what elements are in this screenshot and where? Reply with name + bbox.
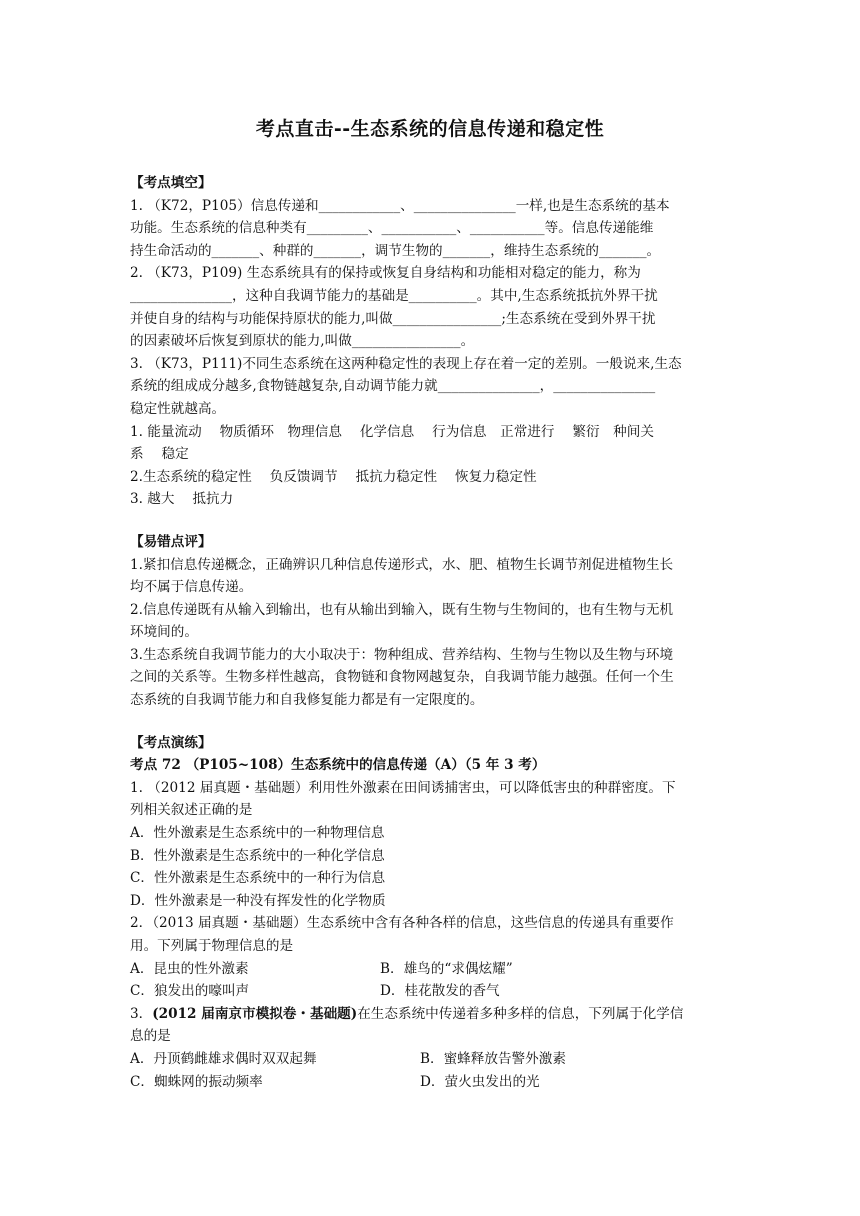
practice-q1-option-d: D．性外激素是一种没有挥发性的化学物质 (130, 892, 386, 909)
fill-q2-line4: 的因素破坏后恢复到原状的能力,叫做________________。 (130, 333, 475, 350)
practice-q2-option-b: B．雄鸟的“求偶炫耀” (380, 960, 513, 977)
practice-q2-line2: 用。下列属于物理信息的是 (130, 938, 294, 954)
error-1-line2: 均不属于信息传递。 (130, 579, 253, 596)
answer-1-line1: 1. 能量流动 物质循环 物理信息 化学信息 行为信息 正常进行 繁衍 种间关 (130, 423, 654, 440)
fill-q2-line1: 2. （K73，P109) 生态系统具有的保持或恢复自身结构和功能相对稳定的能力，称为 (130, 265, 641, 282)
fill-q1-line2: 功能。生态系统的信息种类有_________、___________、___________等。信息传递能维 (130, 220, 654, 237)
practice-q3-option-c: C．蜘蛛网的振动频率 (130, 1073, 263, 1090)
page-title: 考点直击--生态系统的信息传递和稳定性 (255, 118, 605, 140)
section-header-practice: 【考点演练】 (130, 734, 212, 751)
practice-q3-source: (2012 届南京市模拟卷・基础题) (152, 1005, 358, 1022)
fill-q1-line1: 1. （K72，P105）信息传递和____________、_______________一样,也是生态系统的基本 (130, 197, 670, 214)
practice-q1-option-c: C．性外激素是生态系统中的一种行为信息 (130, 870, 386, 887)
practice-q2-option-c: C．狼发出的嚎叫声 (130, 983, 250, 1000)
practice-q2-option-d: D．桂花散发的香气 (380, 983, 500, 1000)
fill-q2-line2: _______________，这种自我调节能力的基础是__________。其中,生态系统抵抗外界干扰 (130, 287, 658, 304)
practice-q3-options-row2 (130, 1071, 730, 1094)
fill-q3-line2: 系统的组成成分越多,食物链越复杂,自动调节能力就_______________，_______________ (130, 378, 656, 395)
error-3-line1: 3.生态系统自我调节能力的大小取决于：物种组成、营养结构、生物与生物以及生物与环境 (130, 646, 674, 663)
practice-q1-option-b: B．性外激素是生态系统中的一种化学信息 (130, 847, 385, 864)
practice-q3-option-d: D．萤火虫发出的光 (420, 1073, 540, 1090)
practice-q3-stem: 在生态系统中传递着多种多样的信息，下列属于化学信 (357, 1005, 684, 1022)
fill-q3-line3: 稳定性就越高。 (130, 400, 226, 417)
practice-q1-option-a: A．性外激素是生态系统中的一种物理信息 (130, 825, 385, 842)
answer-1-line2: 系 稳定 (130, 446, 189, 463)
practice-q3-number: 3． (130, 1005, 153, 1022)
error-3-line3: 态系统的自我调节能力和自我修复能力都是有一定限度的。 (130, 692, 484, 709)
document-body (130, 172, 730, 1093)
practice-q3-options-row1 (130, 1048, 730, 1071)
error-3-line2: 之间的关系等。生物多样性越高，食物链和食物网越复杂，自我调节能力越强。任何一个生 (130, 669, 674, 686)
error-2-line1: 2.信息传递既有从输入到输出，也有从输出到输入，既有生物与生物间的，也有生物与无机 (130, 601, 674, 618)
section-header-errors: 【易错点评】 (130, 533, 212, 550)
practice-topic: 考点 72 （P105~108）生态系统中的信息传递（A）（5 年 3 考） (130, 757, 546, 774)
practice-q1-line1: 1. （2012 届真题・基础题）利用性外激素在田间诱捕害虫，可以降低害虫的种群密度。下 (130, 779, 676, 796)
practice-q2-line1: 2．（2013 届真题・基础题）生态系统中含有各种各样的信息，这些信息的传递具有重要作 (130, 915, 674, 932)
practice-q2-option-a: A．昆虫的性外激素 (130, 960, 249, 977)
practice-q3-line1 (130, 1003, 730, 1026)
fill-q3-line1: 3. （K73，P111)不同生态系统在这两种稳定性的表现上存在着一定的差别。一般说来,生态 (130, 355, 682, 372)
practice-q1-line2: 列相关叙述正确的是 (130, 802, 253, 819)
fill-q1-line3: 持生命活动的_______、种群的_______，调节生物的_______，维持生态系统的_______。 (130, 242, 661, 259)
practice-q3-line2: 息的是 (130, 1028, 171, 1045)
practice-q2-options-row1 (130, 958, 730, 981)
error-2-line2: 环境间的。 (130, 624, 198, 641)
practice-q3-option-a: A．丹顶鹤雌雄求偶时双双起舞 (130, 1050, 317, 1067)
answer-3: 3. 越大 抵抗力 (130, 491, 234, 508)
error-1-line1: 1.紧扣信息传递概念，正确辨识几种信息传递形式，水、肥、植物生长调节剂促进植物生长 (130, 556, 674, 573)
answer-2: 2.生态系统的稳定性 负反馈调节 抵抗力稳定性 恢复力稳定性 (130, 468, 537, 485)
section-header-fill: 【考点填空】 (130, 175, 212, 191)
fill-q2-line3: 并使自身的结构与功能保持原状的能力,叫做________________;生态系统在受到外界干扰 (130, 310, 656, 327)
practice-q2-options-row2 (130, 980, 730, 1003)
practice-q3-option-b: B．蜜蜂释放告警外激素 (420, 1050, 566, 1067)
